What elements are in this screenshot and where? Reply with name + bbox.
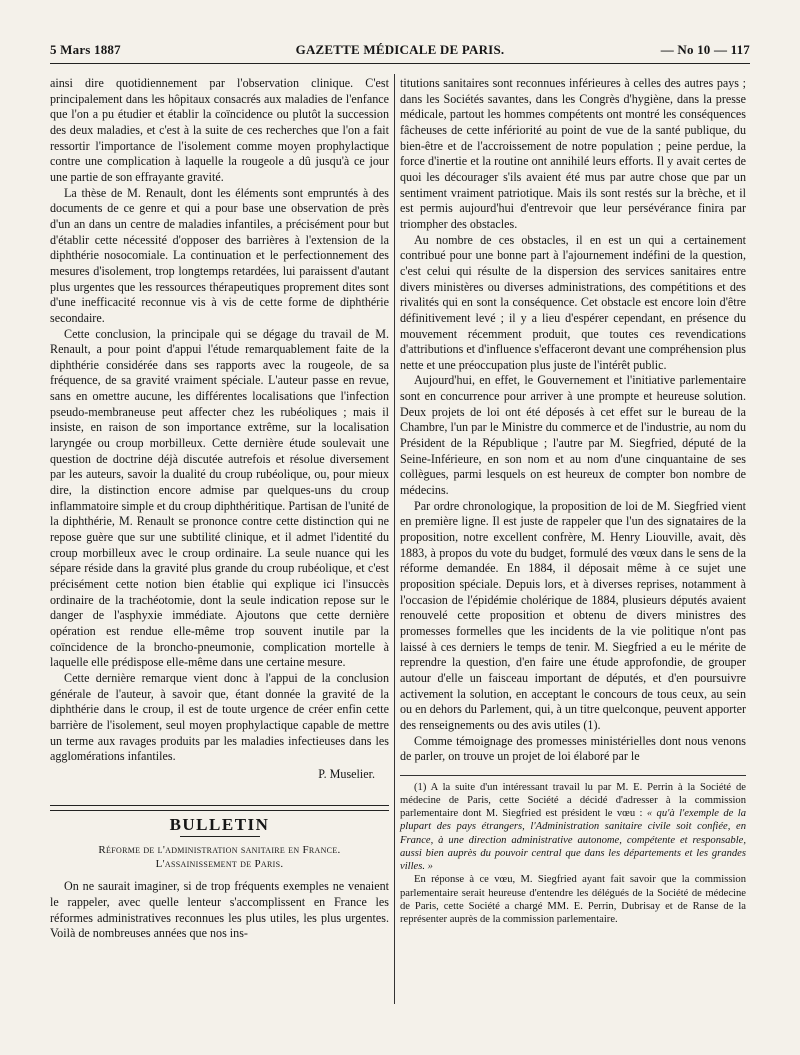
article-paragraph: Comme témoignage des promesses ministérielles dont nous venons de parler, on trouve un projet de loi élaboré par le bbox=[400, 733, 746, 764]
issue-page-number: — No 10 — 117 bbox=[660, 42, 750, 57]
header-rule bbox=[50, 63, 750, 64]
footnote-paragraph bbox=[400, 781, 746, 873]
issue-date: 5 Mars 1887 bbox=[50, 42, 121, 57]
bulletin-paragraph: On ne saurait imaginer, si de trop fréquents exemples ne venaient le rappeler, avec quelle lenteur s'accomplissent en France les réformes administratives reconnues les plus utiles, les plus urgentes. Voilà de nombreuses années que nos ins- bbox=[50, 879, 389, 941]
bulletin-underline bbox=[180, 836, 260, 837]
footnote-rule bbox=[400, 775, 746, 776]
article-paragraph: ainsi dire quotidiennement par l'observation clinique. C'est principalement dans les hôpitaux consacrés aux maladies de l'enfance que l'on a pu étudier et établir la coïncidence ou plutôt la succession des deux maladies, et c'est à la suite de ces recherches que l'on a fait ressortir l'importance de l'isolement comme moyen prophylactique contre une complication à laquelle la rougeole a dû jusqu'à ce jour une partie de son effrayante gravité. bbox=[50, 76, 389, 184]
footnote bbox=[400, 781, 746, 926]
article-paragraph: Au nombre de ces obstacles, il en est un qui a certainement contribué pour une bonne part à l'ajournement indéfini de la question, c'est celui qui résulte de la dispersion des services sanitaires entre divers ministères ou diverses administrations, des compétitions et des rivalités qui en sont la conséquence. Cet obstacle est encore loin d'être définitivement levé ; il y a lieu d'espérer cependant, en présence du mouvement récemment produit, que toutes ces revendications d'attributions et d'influence s'effaceront devant une compréhension plus nette et une préoccupation plus juste de l'intérêt public. bbox=[400, 232, 746, 372]
article-paragraph: Aujourd'hui, en effet, le Gouvernement et l'initiative parlementaire sont en concurrence pour arriver à une prompte et heureuse solution. Deux projets de loi ont été déposés à cet effet sur le bureau de la Chambre, l'un par le Ministre du commerce et de l'industrie, au nom du Président de la République ; l'autre par M. Siegfried, député de la Seine-Inférieure, en son nom et au nom d'une cinquantaine de ses collègues, parmi lesquels on est heureux de compter bon nombre de médecins. bbox=[400, 373, 746, 498]
page-header bbox=[50, 40, 750, 62]
footnote-lead: (1) A la suite d'un intéressant travail lu par M. E. Perrin à la Société de médecine de Paris, cette Société a décidé d'adresser à la commission parlementaire dont M. Siegfried est président le vœu : bbox=[400, 781, 746, 820]
footnote-quote: « qu'à l'exemple de la plupart des pays étrangers, l'Administration sanitaire civile soit confiée, en France, à une direction administrative autonome, compétente et responsable, aussi bien auprès du pouvoir central que dans les départements et les grandes villes. » bbox=[400, 808, 746, 873]
left-column bbox=[50, 76, 389, 942]
section-rule bbox=[50, 805, 389, 811]
article-paragraph: titutions sanitaires sont reconnues inférieures à celles des autres pays ; dans les Sociétés savantes, dans les Congrès d'hygiène, dans la presse médicale, partout les hommes compétents ont montré les conséquences fâcheuses de cette infériorité au point de vue de la santé publique, du bien-être et de l'accroissement de notre population ; peine perdue, la force d'inertie et la routine ont annihilé leurs efforts. Il y avait certes de quoi les décourager s'ils avaient été mus par autre chose que par un sentiment vraiment patriotique. Mais ils sont restés sur la brèche, et il est permis aujourd'hui d'entrevoir que leur persévérance finira par triompher des obstacles. bbox=[400, 76, 746, 231]
journal-title: GAZETTE MÉDICALE DE PARIS. bbox=[295, 42, 505, 57]
article-paragraph: Cette dernière remarque vient donc à l'appui de la conclusion générale de l'auteur, à savoir que, étant donnée la gravité de la diphthérie dans le croup, il est de toute urgence de créer enfin cette barrière de l'isolement, seul moyen prophylactique capable de mettre un terme aux ravages produits par les maladies infectieuses dans les agglomérations infantiles. bbox=[50, 670, 389, 764]
column-divider bbox=[394, 74, 395, 1004]
bulletin-heading: BULLETIN bbox=[169, 814, 270, 834]
article-signature: P. Muselier. bbox=[318, 766, 375, 781]
article-paragraph: Par ordre chronologique, la proposition de loi de M. Siegfried vient en première ligne. Il est juste de rappeler que l'un des signataires de la proposition, notre excellent confrère, M. Henry Liouville, avait, dès 1883, à propos du vote du budget, formulé des vœux dans le sens de la réforme demandée. En 1884, il déposait même à ce sujet une proposition spéciale. Depuis lors, et à diverses reprises, notamment à l'occasion de l'épidémie cholérique de 1884, plusieurs députés avaient renouvelé cette proposition et obtenu de divers ministres des promesses formelles que les incidents de la vie politique n'ont pas laissé à ces derniers le temps de tenir. M. Siegfried a eu le mérite de reprendre la question, d'en faire une étude approfondie, de grouper autour d'elle un faisceau important de députés, et d'en poursuivre activement la solution, en acceptant le concours de tous ceux, au sein ou en dehors du Parlement, qui, à un titre quelconque, peuvent apporter des renseignements ou des avis utiles (1). bbox=[400, 498, 746, 732]
article-paragraph: Cette conclusion, la principale qui se dégage du travail de M. Renault, a pour point d'appui l'étude remarquablement faite de la diphthérie considérée dans ses rapports avec la rougeole, de sa fréquence, de sa gravité vraiment spéciale. L'auteur passe en revue, sans en omettre aucune, les différentes localisations que l'infection pseudo-membraneuse peut affecter chez les rubéoliques ; mais il insiste, en raison de son importance extrême, sur la localisation laryngée ou croup morbilleux. Cette dernière étude soulevait une question de doctrine déjà discutée autrefois et résolue diversement par les auteurs, savoir la dualité du croup rubéolique, ou, pour mieux dire, la distinction encore admise par quelques-uns du croup inflammatoire simple et du croup diphthéritique. Partisan de l'unité de la diphthérie, M. Renault se prononce contre cette distinction qui ne repose guère que sur une subtilité clinique, et il admet l'identité du croup morbilleux avec le croup ordinaire. La seule nuance qui les sépare réside dans la gravité plus grande du croup rubéolique, et c'est précisément cette notion bien établie qui explique ici l'insuccès ordinaire de la trachéotomie, dont la seule indication repose sur le danger de l'asphyxie immédiate. Ajoutons que cette dernière opération est rendue elle-même trop souvent inutile par la coïncidence de la broncho-pneumonie, complication mortelle à laquelle elle prédispose elle-même dans une certaine mesure. bbox=[50, 326, 389, 670]
bulletin-subheading: Réforme de l'administration sanitaire en France. bbox=[98, 844, 341, 857]
footnote-paragraph: En réponse à ce vœu, M. Siegfried ayant fait savoir que la commission parlementaire serait heureuse d'entendre les délégués de la Société de médecine de Paris, cette Société a chargé MM. E. Perrin, Dubrisay et de Ranse de la représenter auprès de la commission parlementaire. bbox=[400, 874, 746, 925]
article-paragraph: La thèse de M. Renault, dont les éléments sont empruntés à des documents de ce genre et qui a pour base une observation de près d'un an dans un centre de maladies infantiles, a précisément pour but d'établir cette nécessité d'opposer des barrières à l'extension de la diphthérie nosocomiale. La continuation et le perfectionnement des mesures d'isolement, trop longtemps retardées, lui paraissent d'autant plus urgentes que les ressources thérapeutiques proprement dites sont d'une inefficacité reconnue vis à vis de cette forme de diphthérie secondaire. bbox=[50, 185, 389, 325]
right-column bbox=[400, 76, 746, 926]
bulletin-subheading: L'assainissement de Paris. bbox=[155, 858, 284, 871]
